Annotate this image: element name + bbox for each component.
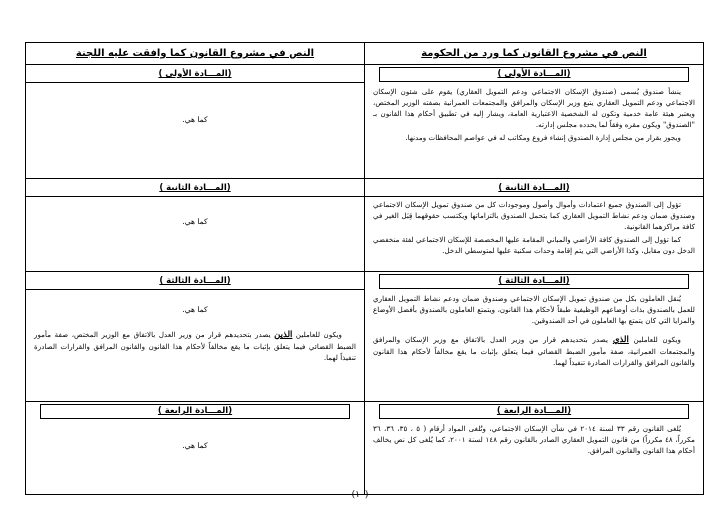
article-body [365, 291, 703, 368]
article-paragraph: يُلغى القانون رقم ٣٣ لسنة ٢٠١٤ في شأن الإسكان الاجتماعي، وتُلغى المواد أرقام ( ٥ ، ٣٥، ٣٦، ٣٦ مكرراً، ٤٨ مكرراً) من قانون التمويل العقاري الصادر بالقانون رقم ١٤٨ لسنة ٢٠٠١، كما يُلغى كل نص يخالف أحكام هذا القانون والقانون المرافق. [373, 424, 695, 455]
table-header-row [26, 43, 704, 65]
comparison-table [25, 42, 704, 495]
committee-cell-article-2 [26, 179, 365, 272]
article-paragraph: كما تؤول إلى الصندوق كافة الأراضي والمباني المقامة عليها المخصصة للإسكان الاجتماعي لفئة منخفضي الدخل دون مقابل، وكذا الأراضي التي يتم إقامة وحدات سكنية عليها لمتوسطي الدخل. [373, 235, 695, 255]
committee-cell-article-1 [26, 65, 365, 179]
committee-cell-article-4 [26, 402, 365, 495]
article-body [365, 197, 703, 256]
article-paragraph: ينشأ صندوق يُسمى (صندوق الإسكان الاجتماعي ودعم التمويل العقاري) يقوم على شئون الإسكان الاجتماعي ودعم التمويل العقاري يتبع وزير الإسكان والمرافق والمجتمعات العمرانية بصفته الوزير المختص، ويعتبر هيئة عامة خدمية وتكون له الشخصية الاعتبارية العامة، ويشار إليه في تطبيق أحكام هذا القانون بـ "الصندوق" ويكون مقره وفقاً لما يحدده مجلس إدارته. [373, 87, 695, 129]
committee-text: كما هي. [182, 217, 208, 226]
article-body [26, 290, 364, 363]
page-number: (١٠) [351, 490, 369, 500]
table-row [26, 402, 704, 495]
article-paragraph: ويكون للعاملين الذي يصدر بتحديدهم قرار من وزير العدل بالاتفاق مع وزير الإسكان والمرافق والمجتمعات العمرانية، صفة مأمور الضبط القضائي فيما يتعلق بإثبات ما يقع مخالفاً لأحكام هذا القانون والقانون المرافق والقرارات الصادرة تنفيذاً لهما. [373, 335, 695, 367]
article-paragraph: يُنقل العاملون بكل من صندوق تمويل الإسكان الاجتماعي وصندوق ضمان ودعم نشاط التمويل العقاري للعمل بالصندوق بذات أوضاعهم الوظيفية طبقاً لأحكام هذا القانون، ويتمتع العاملون بالصندوق بأفضل الأوضاع والمزايا التي كان يتمتع بها العاملون في أحد الصندوقين. [373, 294, 695, 325]
article-title: (المـــادة الرابعة ) [40, 404, 350, 419]
article-body [365, 84, 703, 143]
gov-cell-article-2 [365, 179, 704, 272]
highlighted-word: الذين [274, 330, 293, 340]
gov-column-header: النص في مشروع القانون كما ورد من الحكومة [365, 43, 704, 65]
committee-text: كما هي. [182, 115, 208, 124]
article-title: (المـــادة الثانية ) [26, 181, 364, 197]
article-title: (المـــادة الأولى ) [379, 67, 689, 82]
article-paragraph: ويكون للعاملين الذين يصدر بتحديدهم قرار من وزير العدل بالاتفاق مع الوزير المختص، صفة مأمور الضبط القضائي فيما يتعلق بإثبات ما يقع مخالفاً لأحكام هذا القانون والقانون المرافق والقرارات الصادرة تنفيذاً لهما. [34, 330, 356, 362]
article-title: (المـــادة الرابعة ) [379, 404, 689, 419]
article-title: (المـــادة الأولى ) [26, 67, 364, 83]
committee-column-header: النص في مشروع القانون كما وافقت عليه اللجنة [26, 43, 365, 65]
committee-cell-article-3 [26, 272, 365, 402]
table-row [26, 65, 704, 179]
gov-cell-article-4 [365, 402, 704, 495]
highlighted-word: الذي [612, 335, 629, 345]
article-title: (المـــادة الثالثة ) [26, 274, 364, 290]
article-paragraph: ويجوز بقرار من مجلس إدارة الصندوق إنشاء فروع ومكاتب له في عواصم المحافظات ومدنها. [405, 133, 681, 142]
table-row [26, 272, 704, 402]
committee-text: كما هي. [182, 305, 208, 314]
article-title: (المـــادة الثالثة ) [379, 274, 689, 289]
article-title: (المـــادة الثانية ) [365, 181, 703, 197]
article-body [365, 421, 703, 456]
gov-cell-article-3 [365, 272, 704, 402]
gov-cell-article-1 [365, 65, 704, 179]
committee-text: كما هي. [182, 441, 208, 450]
article-paragraph: تؤول إلى الصندوق جميع اعتمادات وأموال وأصول وموجودات كل من صندوق تمويل الإسكان الاجتماعي وصندوق ضمان ودعم نشاط التمويل العقاري كما يتحمل الصندوق بالتزاماتها ويكتسب حقوقهما قِبَل الغير في كافة مراكزهما القانونية. [373, 200, 695, 231]
table-row [26, 179, 704, 272]
